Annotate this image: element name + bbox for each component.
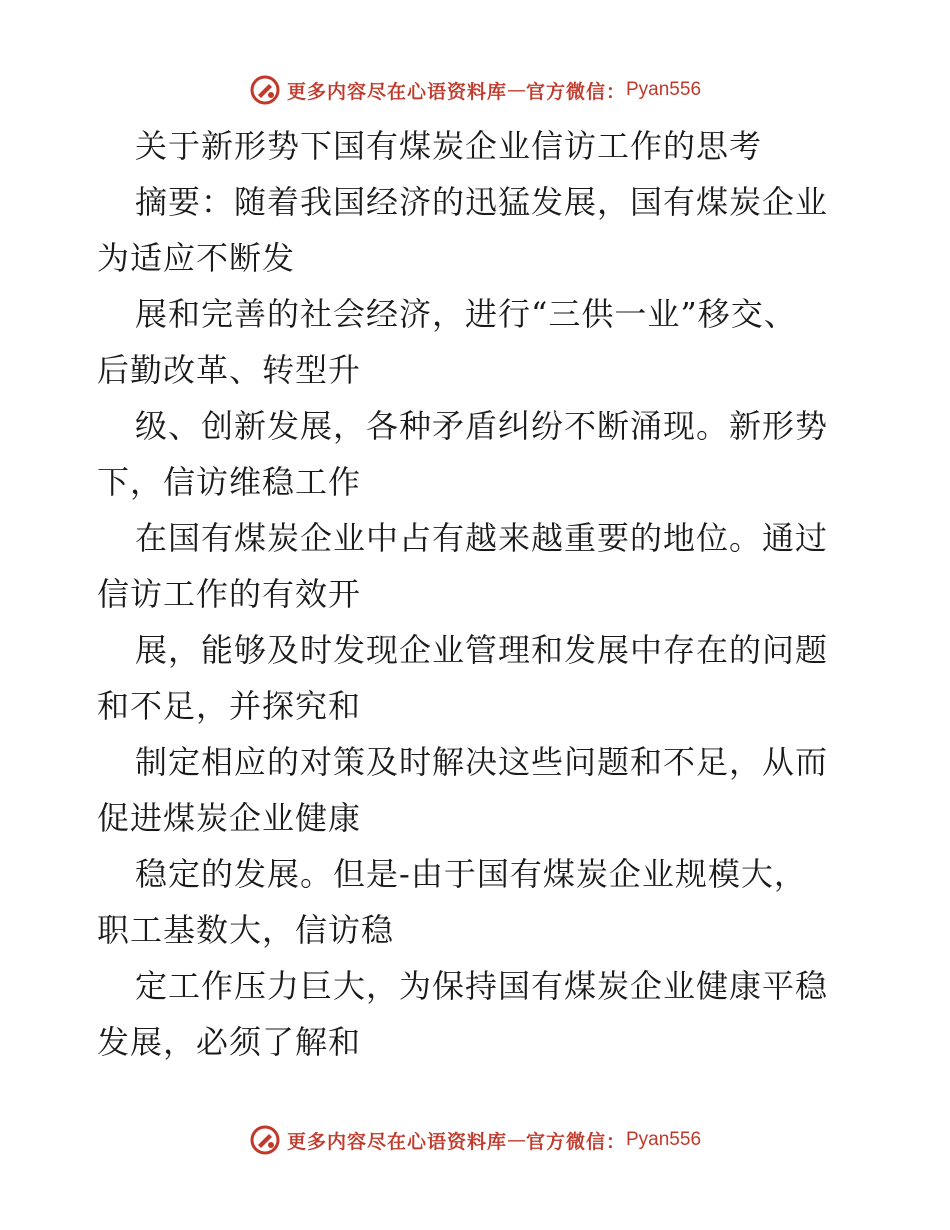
text-line: 信访工作的有效开 xyxy=(97,575,362,613)
document-title: 关于新形势下国有煤炭企业信访工作的思考 xyxy=(135,127,763,165)
text-line: 定工作压力巨大，为保持国有煤炭企业健康平稳 xyxy=(135,967,829,1005)
text-line: 制定相应的对策及时解决这些问题和不足，从而 xyxy=(135,743,829,781)
library-logo-icon xyxy=(249,1124,281,1156)
banner-separator: — xyxy=(506,1129,526,1151)
text-line: 摘要：随着我国经济的迅猛发展，国有煤炭企业 xyxy=(135,183,829,221)
document-body xyxy=(97,118,857,1070)
banner-text: 更多内容尽在心语资料库 xyxy=(286,1130,507,1153)
text-line: 下，信访维稳工作 xyxy=(97,463,362,501)
text-line: 促进煤炭企业健康 xyxy=(97,799,362,837)
text-line: 稳定的发展。但是-由于国有煤炭企业规模大， xyxy=(135,855,807,893)
banner-contact-label: 官方微信： xyxy=(525,80,626,103)
banner-wechat-id: Pyan556 xyxy=(626,79,702,100)
text-line: 为适应不断发 xyxy=(97,239,296,277)
header-watermark-banner xyxy=(0,70,950,110)
text-line: 发展，必须了解和 xyxy=(97,1023,362,1061)
text-line: 级、创新发展，各种矛盾纠纷不断涌现。新形势 xyxy=(135,407,829,445)
text-line: 展，能够及时发现企业管理和发展中存在的问题 xyxy=(135,631,829,669)
banner-text: 更多内容尽在心语资料库 xyxy=(286,80,507,103)
text-line: 后勤改革、转型升 xyxy=(97,351,362,389)
banner-contact-label: 官方微信： xyxy=(525,1130,626,1153)
banner-separator: — xyxy=(506,79,526,101)
banner-wechat-id: Pyan556 xyxy=(626,1129,702,1150)
text-line: 展和完善的社会经济，进行“三供一业”移交、 xyxy=(135,295,797,333)
text-line: 和不足，并探究和 xyxy=(97,687,362,725)
library-logo-icon xyxy=(249,74,281,106)
text-line: 职工基数大，信访稳 xyxy=(97,911,395,949)
text-line: 在国有煤炭企业中占有越来越重要的地位。通过 xyxy=(135,519,829,557)
footer-watermark-banner xyxy=(0,1120,950,1160)
